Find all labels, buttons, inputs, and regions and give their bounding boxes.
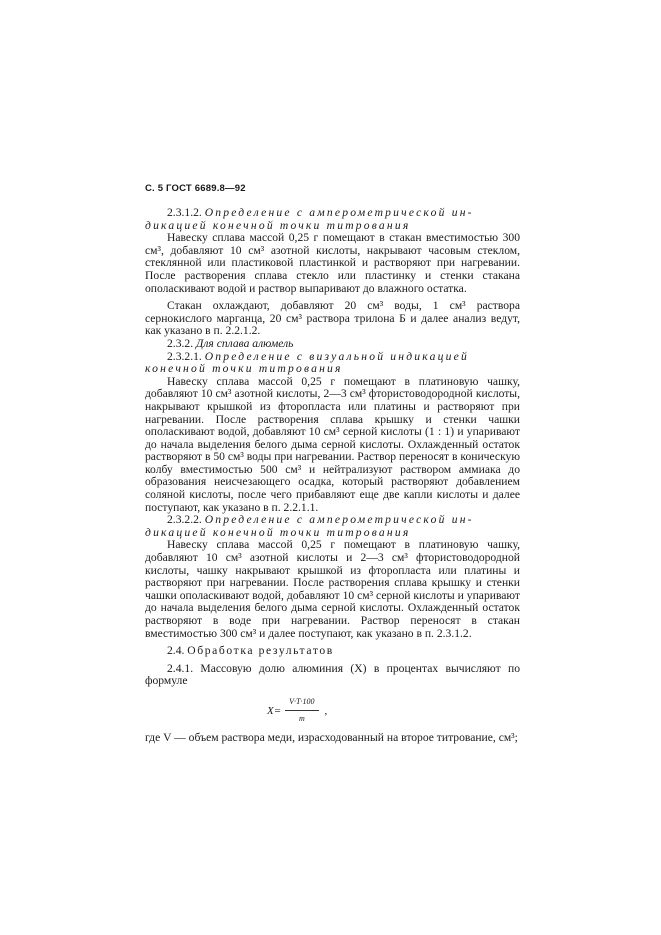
section-title-continued: конечной точки титрования [145, 362, 343, 376]
where-definition: V — объем раствора меди, израсходованный на второе титрование, см³; [163, 730, 518, 744]
formula [267, 696, 520, 726]
formula-numerator: V·T·100 [285, 696, 318, 712]
paragraph: Стакан охлаждают, добавляют 20 см³ воды, 1 см³ раствора сернокислого марганца, 20 см³ раствора трилона Б и далее анализ ведут, как указано в п. 2.2.1.2. [145, 299, 520, 338]
document-body [145, 207, 520, 745]
section-number: 2.3.1.2. [167, 206, 205, 219]
section-2-3-1-2-heading [145, 207, 520, 220]
formula-lhs: X= [267, 704, 282, 717]
section-title: Для сплава алюмель [195, 336, 294, 350]
section-title: Обработка результатов [187, 644, 334, 658]
section-number: 2.3.2. [167, 336, 196, 350]
paragraph: Навеску сплава массой 0,25 г помещают в платиновую чашку, добавляют 10 см³ азотной кислоты, 2—3 см³ фтористоводородной кислоты, накрывают крышкой из фторопласта или платины и растворяют при нагревании. После растворения сплава крышку и стенки чашки ополаскивают водой, добавляют 10 см³ серной кислоты (1 : 1) и упаривают до начала выделения белого дыма серной кислоты. Охлажденный остаток растворяют в 50 см³ воды при нагревании. Раствор переносят в коническую колбу вместимостью 500 см³ и нейтрализуют раствором аммиака до образования неисчезающего осадка, который растворяют добавлением соляной кислоты, после чего прибавляют еще две капли кислоты и далее поступают, как указано в п. 2.2.1.1. [145, 374, 520, 514]
where-label: где [145, 730, 164, 744]
section-title: Определение с амперометрической ин- [204, 513, 474, 527]
section-title-continued: дикацией конечной точки титрования [145, 525, 411, 539]
variable-definition [145, 732, 520, 745]
section-number: 2.3.2.1. [167, 349, 205, 363]
paragraph: 2.4.1. Массовую долю алюминия (X) в процентах вычисляют по формуле [145, 661, 520, 688]
paragraph: Навеску сплава массой 0,25 г помещают в стакан вместимостью 300 см³, добавляют 10 см³ азотной кислоты, накрывают часовым стеклом, стеклянной или пластиковой пластинкой и растворяют при нагревании. После растворения сплава стекло или пластинку и стенки стакана ополаскивают водой и раствор выпаривают до влажного остатка. [145, 231, 520, 295]
section-title: Определение с визуальной индикацией [204, 349, 469, 363]
page-header: С. 5 ГОСТ 6689.8—92 [145, 183, 246, 194]
section-2-4-heading [145, 645, 520, 658]
paragraph: Навеску сплава массой 0,25 г помещают в платиновую чашку, добавляют 10 см³ азотной кислоты и 2—3 см³ фтористоводородной кислоты, чашку накрывают крышкой из фторопласта или платины и растворяют при нагревании. После растворения сплава крышку и стенки чашки ополаскивают водой, добавляют 10 см³ серной кислоты и упаривают до начала выделения белого дыма серной кислоты. Охлажденный остаток растворяют в воде при нагревании. Раствор переносят в стакан вместимостью 300 см³ и далее поступают, как указано в п. 2.3.1.2. [145, 538, 520, 640]
section-2-3-2-2-heading [145, 514, 520, 527]
formula-denominator: m [298, 714, 305, 724]
section-number: 2.3.2.2. [167, 513, 205, 527]
section-number: 2.4. [167, 644, 188, 658]
section-title-continued: дикацией конечной точки титрования [145, 218, 411, 232]
section-title: Определение с амперометрической ин- [204, 206, 474, 219]
formula-fraction [285, 696, 318, 726]
formula-tail: , [324, 704, 328, 717]
